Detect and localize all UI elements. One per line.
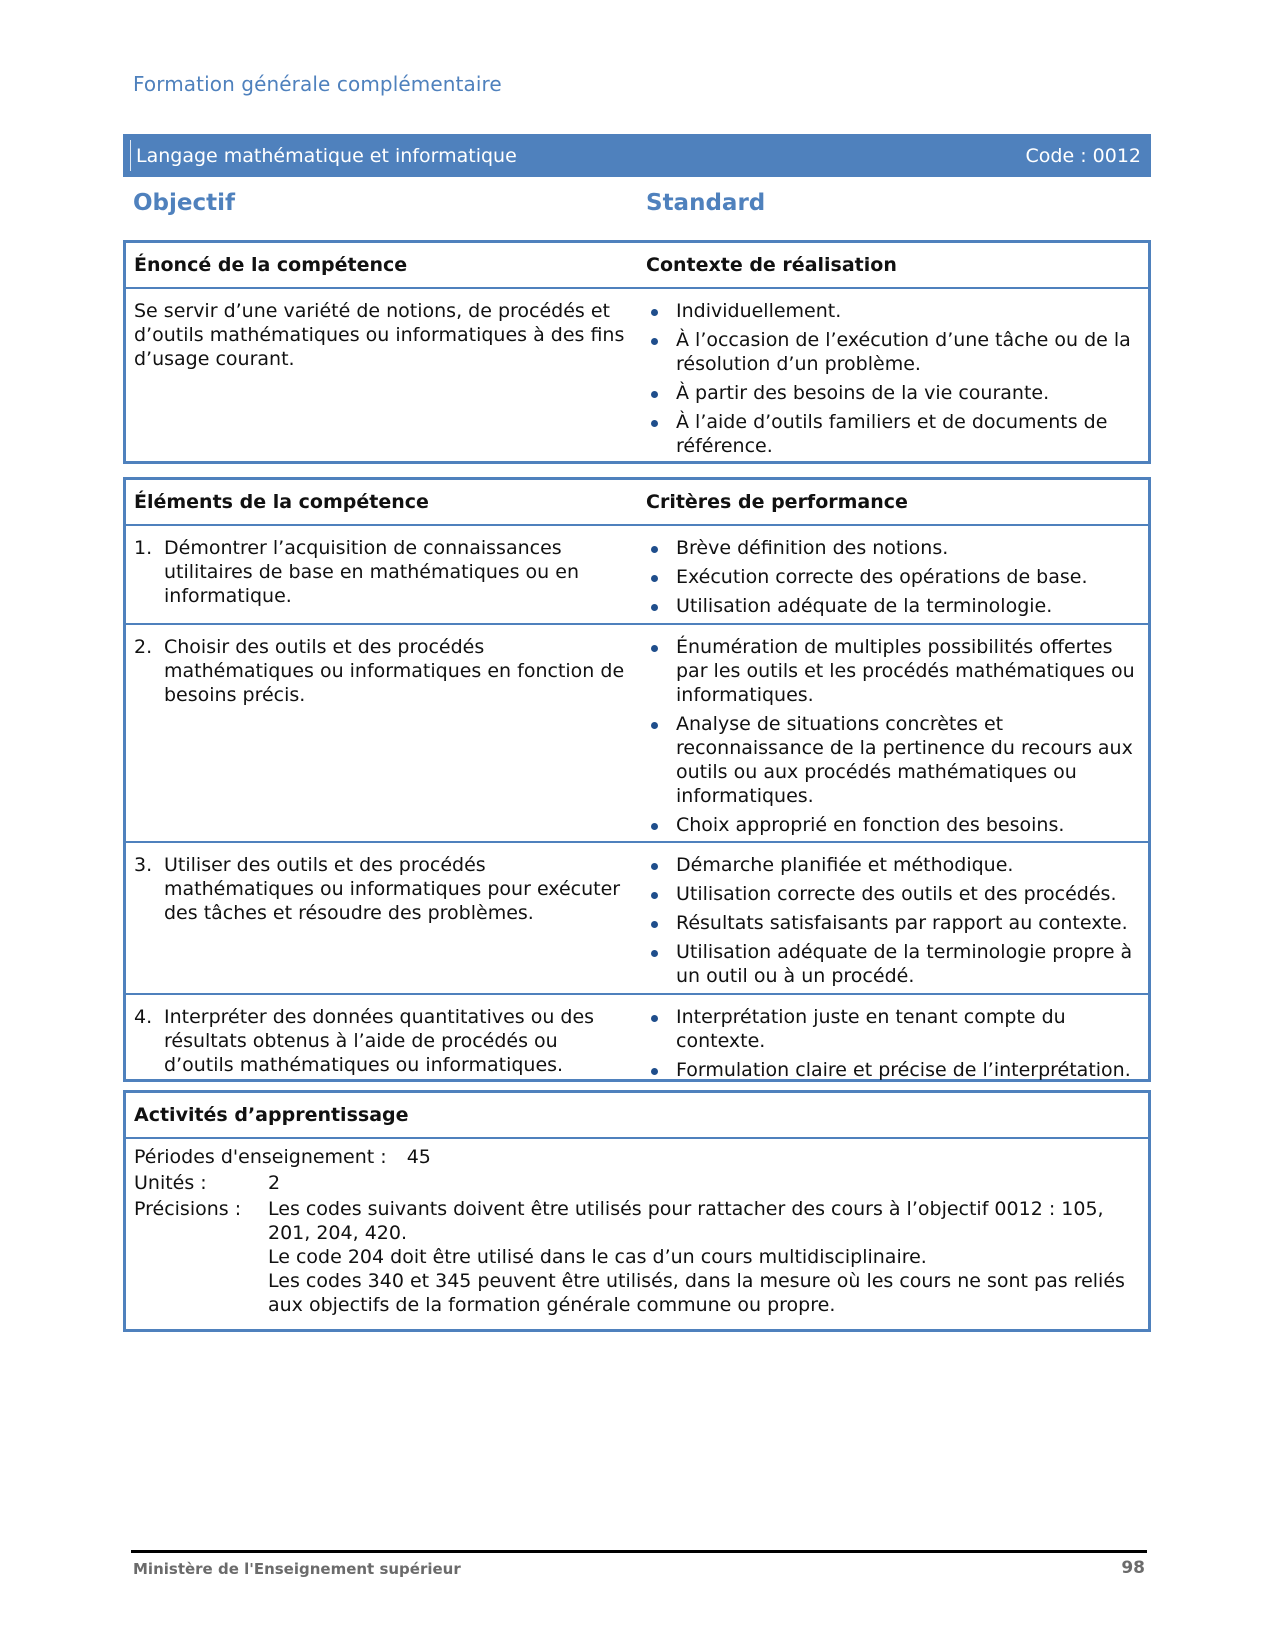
criteria-list	[646, 853, 1138, 988]
details-paragraph: Le code 204 doit être utilisé dans le cas d’un cours multidisciplinaire.	[268, 1246, 927, 1268]
element-number: 1.	[134, 537, 153, 559]
activities-table	[123, 1090, 1151, 1332]
context-cell	[638, 289, 1148, 461]
criteria-item: Formulation claire et précise de l’interprétation.	[646, 1058, 1138, 1082]
element-number: 3.	[134, 854, 153, 876]
element-number: 4.	[134, 1006, 153, 1028]
table-row	[126, 841, 1148, 993]
context-item: À l’occasion de l’exécution d’une tâche ou de la résolution d’un problème.	[646, 328, 1138, 376]
element-text: Interpréter des données quantitatives ou des résultats obtenus à l’aide de procédés ou d’outils mathématiques ou informatiques.	[164, 1006, 595, 1076]
criteria-cell	[638, 526, 1148, 623]
criteria-cell	[638, 995, 1148, 1079]
element-cell	[126, 526, 638, 623]
element-cell	[126, 843, 638, 993]
criteria-list	[646, 635, 1138, 837]
criteria-item: Utilisation correcte des outils et des procédés.	[646, 882, 1138, 906]
periods-line	[134, 1145, 1140, 1169]
footer-rule	[131, 1550, 1147, 1553]
competence-table	[123, 240, 1151, 464]
elements-table-header	[126, 480, 1148, 526]
section-title: Formation générale complémentaire	[133, 72, 502, 96]
criteria-list	[646, 1005, 1138, 1082]
details-paragraph: Les codes 340 et 345 peuvent être utilisés, dans la mesure où les cours ne sont pas reliés aux objectifs de la formation générale commune ou propre.	[268, 1270, 1125, 1316]
context-item: À partir des besoins de la vie courante.	[646, 381, 1138, 405]
competence-table-header	[126, 243, 1148, 289]
criteria-header: Critères de performance	[646, 491, 908, 513]
course-code: Code : 0012	[1025, 144, 1141, 167]
details-text	[268, 1197, 1140, 1317]
element-text: Utiliser des outils et des procédés mathématiques ou informatiques pour exécuter des tâches et résoudre des problèmes.	[164, 854, 621, 924]
element-text: Choisir des outils et des procédés mathématiques ou informatiques en fonction de besoins précis.	[164, 636, 625, 706]
table-row	[126, 623, 1148, 841]
criteria-item: Utilisation adéquate de la terminologie.	[646, 594, 1138, 618]
elements-header: Éléments de la compétence	[134, 491, 429, 513]
standard-heading: Standard	[646, 190, 766, 216]
criteria-item: Interprétation juste en tenant compte du contexte.	[646, 1005, 1138, 1053]
units-label: Unités :	[134, 1172, 207, 1194]
course-title: Langage mathématique et informatique	[136, 144, 517, 167]
statement-header: Énoncé de la compétence	[134, 254, 408, 276]
periods-value: 45	[406, 1146, 431, 1168]
context-item: À l’aide d’outils familiers et de documents de référence.	[646, 410, 1138, 458]
criteria-item: Exécution correcte des opérations de base.	[646, 565, 1138, 589]
criteria-cell	[638, 625, 1148, 841]
context-list	[646, 299, 1138, 458]
periods-label: Périodes d'enseignement :	[134, 1146, 387, 1168]
criteria-item: Analyse de situations concrètes et reconnaissance de la pertinence du recours aux outils ou aux procédés mathématiques ou informatiques.	[646, 712, 1138, 808]
objectif-heading: Objectif	[133, 190, 236, 216]
element-number: 2.	[134, 636, 153, 658]
activities-header	[126, 1093, 1148, 1139]
table-row	[126, 526, 1148, 623]
context-header: Contexte de réalisation	[646, 254, 897, 276]
elements-table	[123, 477, 1151, 1082]
details-paragraph: Les codes suivants doivent être utilisés pour rattacher des cours à l’objectif 0012 : 105, 201, 204, 420.	[268, 1198, 1104, 1244]
units-value: 2	[268, 1172, 281, 1194]
criteria-item: Démarche planifiée et méthodique.	[646, 853, 1138, 877]
footer-publisher: Ministère de l'Enseignement supérieur	[133, 1560, 461, 1578]
criteria-list	[646, 536, 1138, 618]
details-line	[134, 1197, 1140, 1317]
criteria-item: Brève définition des notions.	[646, 536, 1138, 560]
activities-title: Activités d’apprentissage	[134, 1104, 409, 1126]
element-cell	[126, 625, 638, 841]
activities-body	[126, 1139, 1148, 1329]
criteria-item: Choix approprié en fonction des besoins.	[646, 813, 1138, 837]
page-number: 98	[1121, 1558, 1145, 1578]
details-label: Précisions :	[134, 1198, 242, 1220]
criteria-item: Énumération de multiples possibilités offertes par les outils et les procédés mathématiques ou informatiques.	[646, 635, 1138, 707]
table-row	[126, 993, 1148, 1079]
context-item: Individuellement.	[646, 299, 1138, 323]
element-cell	[126, 995, 638, 1079]
course-title-bar	[123, 134, 1151, 177]
competence-statement: Se servir d’une variété de notions, de procédés et d’outils mathématiques ou informatiques à des fins d’usage courant.	[134, 300, 625, 370]
units-line	[134, 1171, 1140, 1195]
bar-divider	[130, 140, 131, 171]
column-headings	[123, 190, 1151, 226]
criteria-item: Utilisation adéquate de la terminologie propre à un outil ou à un procédé.	[646, 940, 1138, 988]
criteria-cell	[638, 843, 1148, 993]
criteria-item: Résultats satisfaisants par rapport au contexte.	[646, 911, 1138, 935]
competence-row	[126, 289, 1148, 461]
element-text: Démontrer l’acquisition de connaissances utilitaires de base en mathématiques ou en informatique.	[164, 537, 579, 607]
